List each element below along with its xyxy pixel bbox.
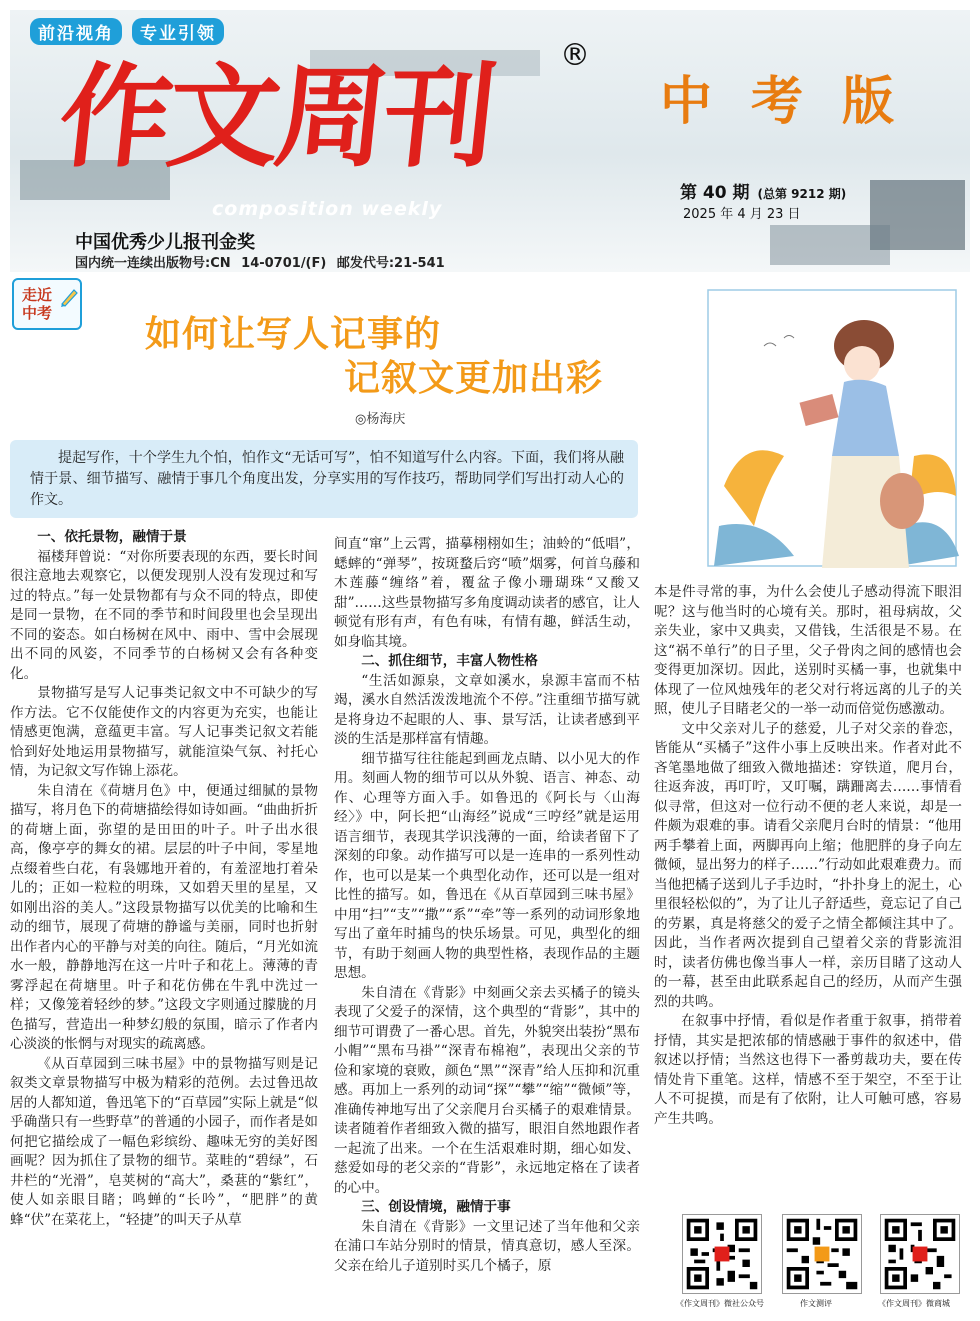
article-author: ◎杨海庆 [355,412,406,427]
slogan-1: 前沿视角 [30,18,122,45]
paragraph: 文中父亲对儿子的慈爱，儿子对父亲的眷恋，皆能从“买橘子”这件小事上反映出来。作者对此不吝笔墨地做了细致入微地描述：穿铁道，爬月台，往返奔波，再叮咛，又叮嘱，蹒跚离去……事情看似寻常，但这对一位行动不便的老人来说，却是一件颇为艰难的事。请看父亲爬月台时的情景：“他用两手攀着上面，两脚再向上缩；他肥胖的身子向左微倾，显出努力的样子……”行动如此艰难费力。而当他把橘子送到儿子手边时，“扑扑身上的泥土，心里很轻松似的”，为了让儿子舒适些，竟忘记了自己的劳累，真是将慈父的爱子之情全都倾注其中了。因此，当作者两次提到自己望着父亲的背影流泪时，读者仿佛也像当事人一样，亲历目睹了这动人的一幕，甚至由此联系起自己的经历，从而产生强烈的共鸣。 [654,720,962,1010]
paragraph: 朱自清在《背影》一文里记述了当年他和父亲在浦口车站分别时的情景，情真意切，感人至深。父亲在给儿子道别时买几个橘子，原 [334,1218,640,1274]
paragraph: 景物描写是写人记事类记叙文中不可缺少的写作方法。它不仅能使作文的内容更为充实，也能让情感更饱满，意蕴更丰富。写人记事类记叙文若能恰到好处地运用景物描写，就能渲染气氛、衬托心情，为记叙文写作锦上添花。 [10,685,318,779]
article-column-1 [10,528,318,1230]
column-tag-line-1: 走近 [22,286,53,304]
paragraph: 朱自清在《背影》中刻画父亲去买橘子的镜头表现了父爱子的深情，这个典型的“背影”，其中的细节可谓费了一番心思。首先，外貌突出装扮“黑布小帽”“黑布马褂”“深青布棉袍”，表现出父亲的节俭和家境的衰败，颜色“黑”“深青”给人压抑和沉重感。再加上一系列的动词“探”“攀”“缩”“微倾”等，准确传神地写出了父亲爬月台买橘子的艰难情景。读者随着作者细致入微的描写，眼泪自然地跟作者一起流了出来。一个在生活艰难时期，细心如发、慈爱如母的老父亲的“背影”，永远地定格在了读者的心中。 [334,984,641,1196]
section-heading-2: 二、抓住细节，丰富人物性格 [361,653,538,669]
girl-reading-illustration [704,286,968,572]
article-column-2 [334,535,640,1276]
issue-number [680,178,846,203]
paragraph: 间直“窜”上云霄，描摹栩栩如生；油蛉的“低唱”，蟋蟀的“弹琴”，按斑蝥后窍“喷”烟雾，何首乌藤和木莲藤“缠络”着，覆盆子像小珊瑚珠“又酸又甜”……这些景物描写多角度调动读者的感官，让人顿觉有形有声，有色有味，有情有趣，鲜活生动，如身临其境。 [334,536,641,650]
paragraph: 《从百草园到三味书屋》中的景物描写则是记叙类文章景物描写中极为精彩的范例。去过鲁迅故居的人都知道，鲁迅笔下的“百草园”实际上就是“似乎确凿只有一些野草”的普通的小园子，而作者是如何把它描绘成了一幅色彩缤纷、趣味无穷的美好图画呢？因为抓住了景物的细节。菜畦的“碧绿”，石井栏的“光滑”，皂荚树的“高大”，桑葚的“紫红”，使人如亲眼目睹；鸣蝉的“长吟”，“肥胖”的黄蜂“伏”在菜花上，“轻捷”的叫天子从草 [10,1055,318,1228]
paragraph: 本是件寻常的事，为什么会使儿子感动得流下眼泪呢？这与他当时的心境有关。那时，祖母病故，父亲失业，家中又典卖，又借钱，生活很是不易。在这“祸不单行”的日子里，父子骨肉之间的感情也会变得更加深切。因此，送别时买橘一事，也就集中体现了一位风烛残年的老父对行将远离的儿子的关照，使儿子目睹老父的一举一动而倍觉伤感激动。 [654,584,962,717]
edition-char-2: 考 [750,72,803,132]
section-heading-3: 三、创设情境，融情于事 [361,1199,511,1215]
qr-label-wechat-account: 《作文周刊》微社公众号 [676,1299,764,1308]
edition-char-3: 版 [841,72,894,132]
paragraph: “生活如源泉，文章如溪水，泉源丰富而不枯竭，溪水自然活泼泼地流个不停。”注重细节描写就是将身边不起眼的人、事、景写活，让读者感到平淡的生活是那样富有情趣。 [334,672,640,747]
paragraph: 朱自清在《荷塘月色》中，便通过细腻的景物描写，将月色下的荷塘描绘得如诗如画。“曲曲折折的荷塘上面，弥望的是田田的叶子。叶子出水很高，像亭亭的舞女的裙。层层的叶子中间，零星地点缀着些白花，有袅娜地开着的，有羞涩地打着朵儿的；正如一粒粒的明珠，又如碧天里的星星，又如刚出浴的美人。”这段景物描写以优美的比喻和生动的细节，展现了荷塘的静谧与美丽，同时也折射出作者内心的平静与对美的向往。随后，“月光如流水一般，静静地泻在这一片叶子和花上。薄薄的青雾浮起在荷塘里。叶子和花仿佛在牛乳中洗过一样；又像笼着轻纱的梦。”这段文字则通过朦胧的月色描写，营造出一种梦幻般的氛围，暗示了作者内心淡淡的怅惘与对现实的疏离感。 [10,782,318,1052]
slogans [30,18,234,45]
qr-code-shop[interactable] [880,1214,960,1294]
issue-total: (总第 9212 期) [757,187,847,201]
registered-mark: ® [560,38,590,73]
edition-char-1: 中 [660,72,713,132]
article-column-3 [654,583,962,1129]
qr-code-assessment[interactable] [782,1214,862,1294]
masthead-logo: 作文周刊 [53,52,499,183]
paragraph: 在叙事中抒情，看似是作者重于叙事，捎带着抒情，其实是把浓郁的情感融于事件的叙述中，借叙述以抒情；当然这也得下一番剪裁功夫，要在传情处肯下重笔。这样，情感不至于架空，不至于让人不可捉摸，而是有了依附，让人可触可感，容易产生共鸣。 [654,1013,962,1127]
paragraph: 细节描写往往能起到画龙点睛、以小见大的作用。刻画人物的细节可以从外貌、语言、神态、动作、心理等方面入手。如鲁迅的《阿长与〈山海经〉》中，阿长把“山海经”说成“三哼经”就是运用语言细节，表现其学识浅薄的一面，给读者留下了深刻的印象。动作描写可以是一连串的一系列性动作，也可以是某一个典型化动作，还可以是一组对比性的描写。如，鲁迅在《从百草园到三味书屋》中用“扫”“支”“撒”“系”“牵”等一系列的动词形象地写出了童年时捕鸟的快乐场景。可见，典型化的细节，有助于刻画人物的典型性格，表现作品的主题思想。 [334,750,640,981]
article-title-line-2: 记叙文更加出彩 [344,358,604,399]
masthead-logo-english: composition weekly [212,198,443,220]
qr-code-wechat-account[interactable] [682,1214,762,1294]
edition-label [660,72,894,132]
award-line: 中国优秀少儿报刊金奖 [75,232,255,253]
section-heading-1: 一、依托景物，融情于景 [37,529,187,545]
publication-info: 国内统一连续出版物号:CN 14-0701/(F) 邮发代号:21-541 [75,256,445,271]
pen-icon [58,286,80,308]
qr-label-assessment: 作文测评 [800,1299,832,1308]
article-intro: 提起写作，十个学生九个怕，怕作文“无话可写”，怕不知道写什么内容。下面，我们将从融情于景、细节描写、融情于事几个角度出发，分享实用的写作技巧，帮助同学们写出打动人心的作文。 [10,440,638,518]
qr-code-row [672,1210,970,1314]
issue-label: 第 40 期 [680,183,750,203]
article-title-line-1: 如何让写人记事的 [145,314,442,355]
column-tag-line-2: 中考 [22,304,53,322]
issue-date: 2025 年 4 月 23 日 [683,207,801,222]
qr-label-shop: 《作文周刊》微商城 [878,1299,950,1308]
paragraph: 福楼拜曾说：“对你所要表现的东西，要长时间很注意地去观察它，以便发现别人没有发现过和写过的特点。”每一处景物都有与众不同的特点，即使是同一景物，在不同的季节和时间段里也会呈现出不同的姿态。如白杨树在风中、雨中、雪中会展现出不同的风姿，不同季节的白杨树又会有各种变化。 [10,548,318,682]
slogan-2: 专业引领 [132,18,224,45]
